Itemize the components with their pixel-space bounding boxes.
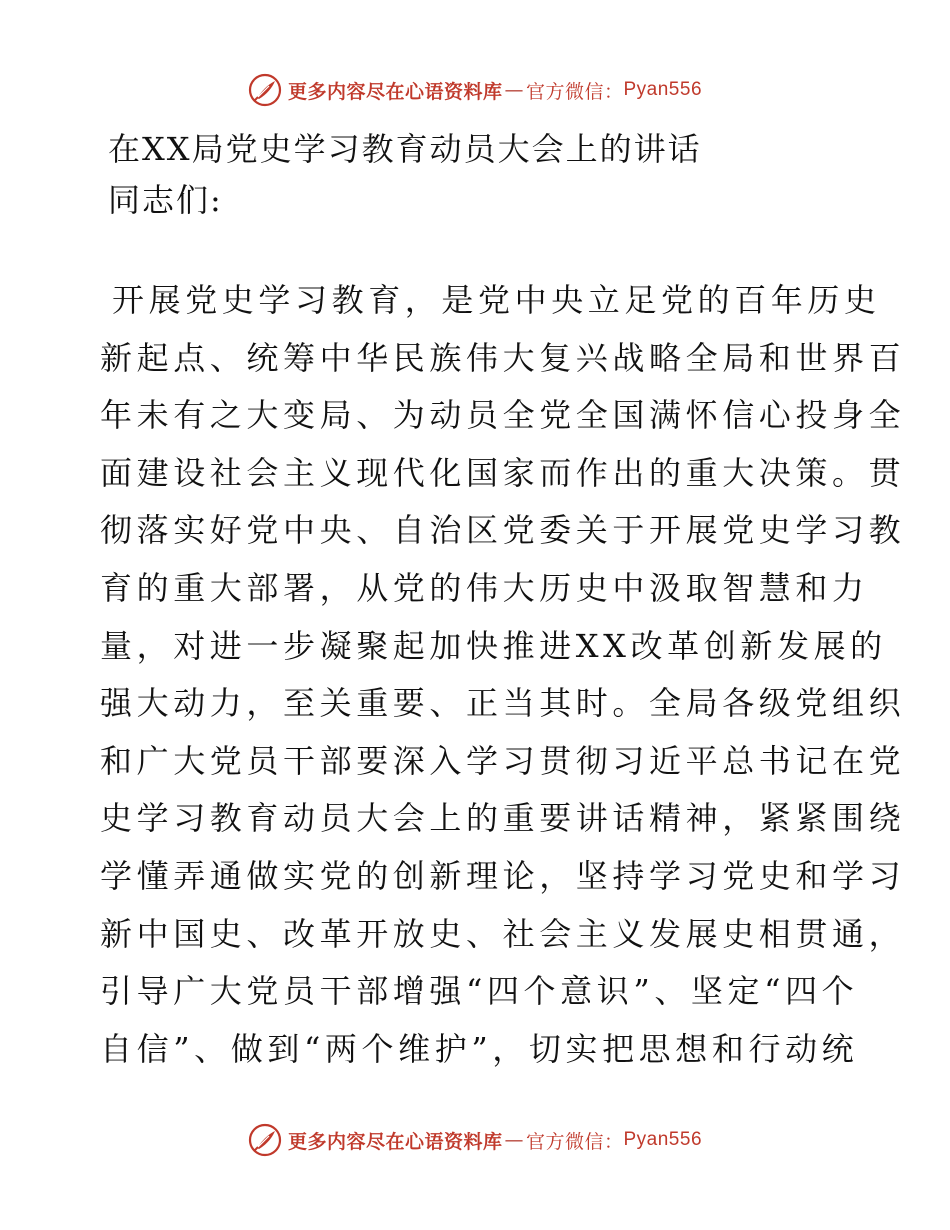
body-line: 学懂弄通做实党的创新理论，坚持学习党史和学习	[100, 856, 906, 895]
body-line: 引导广大党员干部增强“四个意识”、坚定“四个	[100, 972, 859, 1011]
feather-pen-icon	[248, 73, 282, 107]
body-line: 和广大党员干部要深入学习贯彻习近平总书记在党	[100, 741, 906, 780]
body-line: 量，对进一步凝聚起加快推进XX改革创新发展的	[100, 626, 887, 665]
watermark-separator: —	[504, 79, 524, 101]
body-line: 新起点、统筹中华民族伟大复兴战略全局和世界百	[100, 338, 906, 377]
body-line: 育的重大部署，从党的伟大历史中汲取智慧和力	[100, 568, 869, 607]
body-line: 强大动力，至关重要、正当其时。全局各级党组织	[100, 684, 906, 723]
body-line: 彻落实好党中央、自治区党委关于开展党史学习教	[100, 511, 906, 550]
watermark-wechat-id: Pyan556	[623, 79, 703, 100]
body-line: 史学习教育动员大会上的重要讲话精神，紧紧围绕	[100, 799, 906, 838]
watermark-separator: —	[504, 1129, 524, 1151]
watermark-site-name: 更多内容尽在心语资料库	[287, 80, 503, 103]
body-line: 开展党史学习教育，是党中央立足党的百年历史	[112, 281, 881, 319]
watermark-official-label: 官方微信：	[525, 1130, 624, 1153]
document-title: 在XX局党史学习教育动员大会上的讲话	[108, 130, 702, 168]
feather-pen-icon	[248, 1123, 282, 1157]
document-body	[100, 272, 906, 1078]
watermark-wechat-id: Pyan556	[623, 1129, 703, 1150]
footer-watermark	[0, 1120, 950, 1160]
body-line: 新中国史、改革开放史、社会主义发展史相贯通，	[100, 914, 906, 953]
body-line: 面建设社会主义现代化国家而作出的重大决策。贯	[100, 453, 906, 492]
body-line: 自信”、做到“两个维护”，切实把思想和行动统	[100, 1029, 859, 1068]
watermark-site-name: 更多内容尽在心语资料库	[287, 1130, 503, 1153]
watermark-official-label: 官方微信：	[525, 80, 624, 103]
header-watermark	[0, 70, 950, 110]
document-greeting: 同志们:	[108, 181, 223, 219]
body-line: 年未有之大变局、为动员全党全国满怀信心投身全	[100, 396, 906, 435]
